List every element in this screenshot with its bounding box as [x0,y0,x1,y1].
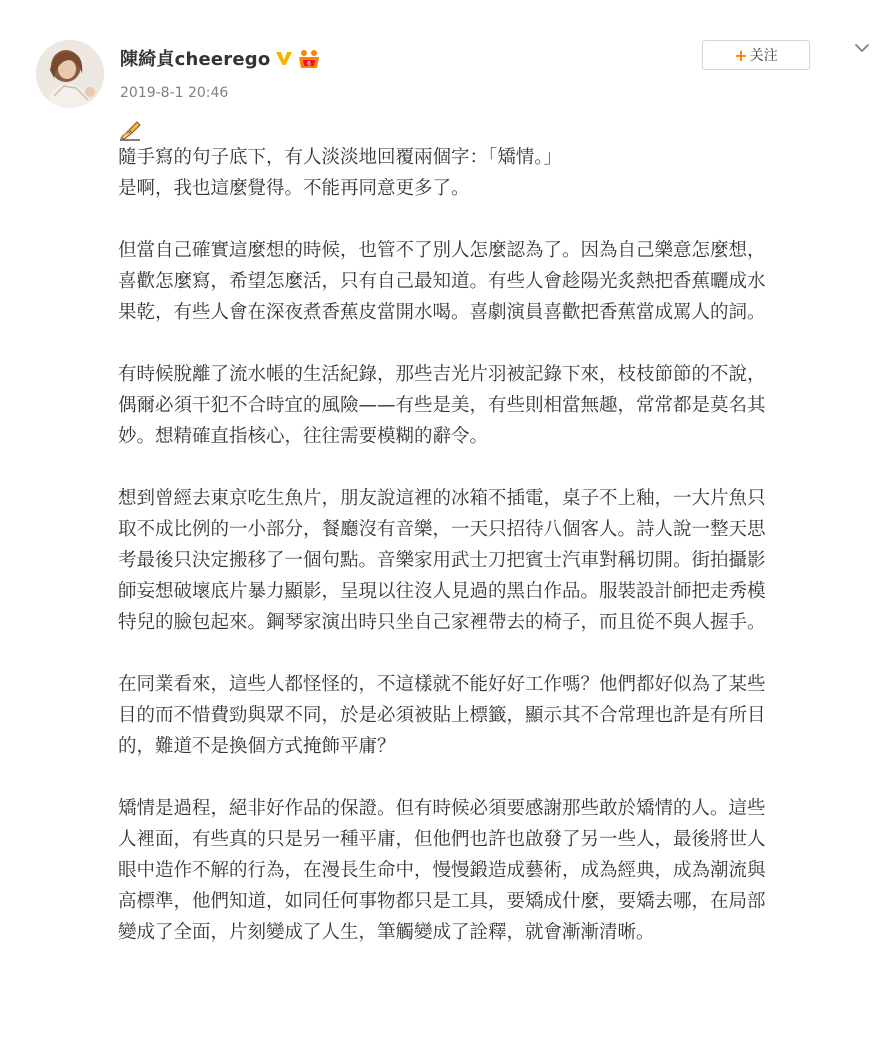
avatar-photo [36,40,104,108]
paragraph-3 [118,359,868,452]
text-line: 矯情是過程，絕非好作品的保證。但有時候必須要感謝那些敢於矯情的人。這些 [118,798,766,819]
avatar[interactable] [36,40,104,108]
text-line: 取不成比例的一小部分，餐廳沒有音樂，一天只招待八個客人。詩人說一整天思 [118,519,766,540]
paragraph-2 [118,235,868,328]
text-line: 師妄想破壞底片暴力顯影，呈現以往沒人見過的黑白作品。服裝設計師把走秀模 [118,581,766,602]
gold-v-verified-icon[interactable] [274,48,294,68]
writing-hand-icon [118,118,142,142]
text-line: 高標準，他們知道，如同任何事物都只是工具，要矯成什麼，要矯去哪，在局部 [118,891,766,912]
text-line: 隨手寫的句子底下，有人淡淡地回覆兩個字：「矯情。」 [118,147,563,168]
text-line: 但當自己確實這麼想的時候，也管不了別人怎麼認為了。因為自己樂意怎麼想， [118,240,766,261]
text-line: 想到曾經去東京吃生魚片，朋友說這裡的冰箱不插電，桌子不上釉，一大片魚只 [118,488,766,509]
text-line: 變成了全面，片刻變成了人生，筆觸變成了詮釋，就會漸漸清晰。 [118,922,655,943]
text-line: 考最後只決定搬移了一個句點。音樂家用武士刀把賓士汽車對稱切開。街拍攝影 [118,550,766,571]
text-line: 的，難道不是換個方式掩飾平庸？ [118,736,396,757]
svg-text:6: 6 [307,60,312,68]
follow-label: 关注 [749,48,778,64]
user-name-row [120,44,322,72]
text-line: 在同業看來，這些人都怪怪的，不這樣就不能好好工作嗎？他們都好似為了某些 [118,674,766,695]
paragraph-1 [118,142,868,204]
text-line: 妙。想精確直指核心，往往需要模糊的辭令。 [118,426,489,447]
text-line: 喜歡怎麼寫，希望怎麼活，只有自己最知道。有些人會趁陽光炙熱把香蕉曬成水 [118,271,766,292]
follow-button[interactable] [702,40,810,70]
paragraph-4 [118,483,868,638]
chevron-down-icon[interactable] [852,38,872,58]
text-line: 果乾，有些人會在深夜煮香蕉皮當開水喝。喜劇演員喜歡把香蕉當成罵人的詞。 [118,302,766,323]
paragraph-6 [118,793,868,948]
text-line: 特兒的臉包起來。鋼琴家演出時只坐自己家裡帶去的椅子，而且從不與人握手。 [118,612,766,633]
text-line: 是啊，我也這麼覺得。不能再同意更多了。 [118,178,470,199]
member-badge-icon[interactable] [296,47,322,69]
username[interactable]: 陳綺貞cheerego [120,49,271,70]
text-line: 有時候脫離了流水帳的生活紀錄，那些吉光片羽被記錄下來，枝枝節節的不說， [118,364,766,385]
paragraph-5 [118,669,868,762]
text-line: 人裡面，有些真的只是另一種平庸，但他們也許也啟發了另一些人，最後將世人 [118,829,766,850]
post-timestamp[interactable]: 2019-8-1 20:46 [120,85,229,101]
text-line: 眼中造作不解的行為，在漫長生命中，慢慢鍛造成藝術，成為經典，成為潮流與 [118,860,766,881]
post-content [118,118,868,948]
text-line: 偶爾必須干犯不合時宜的風險——有些是美，有些則相當無趣，常常都是莫名其 [118,395,766,416]
plus-icon: + [734,45,748,65]
text-line: 目的而不惜費勁與眾不同，於是必須被貼上標籤，顯示其不合常理也許是有所目 [118,705,766,726]
